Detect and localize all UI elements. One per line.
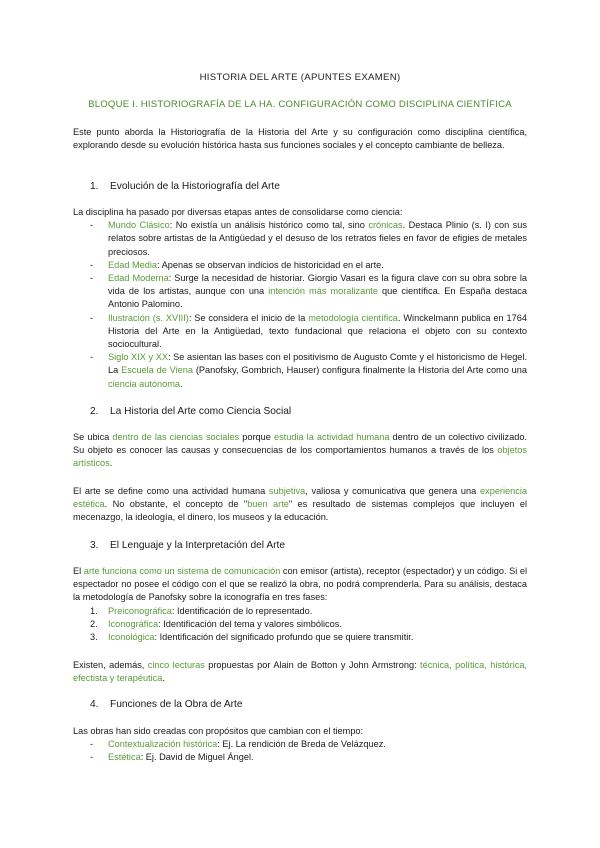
section-2-paragraph-1: Se ubica dentro de las ciencias sociales porque estudia la actividad humana dentro de un colectivo civilizado. Su objeto es conocer las causas y consecuencias de los comportamientos humanos a través de los objetos artísticos. xyxy=(73,432,527,469)
evolution-list xyxy=(73,219,527,391)
section-3-paragraph-2: Existen, además, cinco lecturas propuestas por Alain de Botton y John Armstrong: técnica, política, histórica, efectista y terapéutica. xyxy=(73,660,527,684)
list-item: - Contextualización histórica: Ej. La rendición de Breda de Velázquez. xyxy=(90,739,386,750)
section-2-paragraph-2: El arte se define como una actividad humana subjetiva, valiosa y comunicativa que genera una experiencia estética. No obstante, el concepto de "buen arte" es resultado de sistemas complejos que incluyen el mecenazgo, la ideología, el dinero, los museos y la educación. xyxy=(73,486,527,523)
section-number: 2. xyxy=(90,406,99,417)
list-item: - Edad Moderna: Surge la necesidad de historiar. Giorgio Vasari es la figura clave con su obra sobre la vida de los artistas, aunque con una intención más moralizante que científica. En España destaca Antonio Palomino. xyxy=(90,273,527,310)
list-item: 2. Iconográfica: Identificación del tema y valores simbólicos. xyxy=(90,618,342,629)
list-item: - Siglo XIX y XX: Se asientan las bases con el positivismo de Augusto Comte y el historicismo de Hegel. La Escuela de Viena (Panofsky, Gombrich, Hauser) configura finalmente la Historia del Arte como una ciencia autónoma. xyxy=(90,352,528,389)
list-item: - Mundo Clásico: No existía un análisis histórico como tal, sino crónicas. Destaca Plinio (s. I) con sus relatos sobre artistas de la Antigüedad y el desuso de los retratos fieles en favor de efigies de metales preciosos. xyxy=(90,220,527,257)
section-heading-4 xyxy=(73,698,527,711)
section-heading-1 xyxy=(73,180,527,193)
intro-text: Este punto aborda la Historiografía de la Historia del Arte y su configuración como disciplina científica, explorando desde su evolución histórica hasta sus funciones sociales y el concepto cambiante de belleza. xyxy=(73,127,527,151)
list-item: - Edad Media: Apenas se observan indicios de historicidad en el arte. xyxy=(90,259,384,270)
functions-list xyxy=(73,738,527,764)
section-4-lead: Las obras han sido creadas con propósitos que cambian con el tiempo: xyxy=(73,726,364,736)
block-subtitle: BLOQUE I. HISTORIOGRAFÍA DE LA HA. CONFIGURACIÓN COMO DISCIPLINA CIENTÍFICA xyxy=(88,99,512,110)
iconography-phases xyxy=(73,605,527,645)
section-title: El Lenguaje y la Interpretación del Arte xyxy=(110,540,285,551)
document-title: HISTORIA DEL ARTE (APUNTES EXAMEN) xyxy=(199,72,401,83)
list-item: 1. Preiconográfica: Identificación de lo representado. xyxy=(90,605,313,616)
section-3-body: El arte funciona como un sistema de comunicación con emisor (artista), receptor (espectador) y un código. Si el espectador no posee el código con el que se realizó la obra, no podrá comprenderla. Para su análisis, destaca la metodología de Panofsky sobre la iconografía en tres fases: 1. Preiconográfica: Identificación de lo representado. 2. Iconográfica: Identificación del tema y valores simbólicos. 3. Iconológica: Identificación del significado profundo que se quiere transmitir. xyxy=(73,565,527,644)
section-title: La Historia del Arte como Ciencia Social xyxy=(110,406,292,417)
intro-paragraph xyxy=(73,126,527,152)
section-1-lead: La disciplina ha pasado por diversas etapas antes de consolidarse como ciencia: xyxy=(73,207,403,217)
section-title: Evolución de la Historiografía del Arte xyxy=(110,181,280,192)
section-number: 3. xyxy=(90,540,99,551)
section-1-body xyxy=(73,206,527,391)
section-heading-3 xyxy=(73,539,527,552)
list-item: - Estética: Ej. David de Miguel Ángel. xyxy=(90,752,254,763)
list-item: 3. Iconológica: Identificación del significado profundo que se quiere transmitir. xyxy=(90,632,414,643)
list-item: - Ilustración (s. XVIII): Se considera el inicio de la metodología científica. Winckelmann publica en 1764 Historia del Arte en la Antigüedad, texto fundacional que relaciona el objeto con su contexto sociocultural. xyxy=(90,312,527,350)
section-title: Funciones de la Obra de Arte xyxy=(110,699,243,710)
section-number: 1. xyxy=(90,181,99,192)
section-number: 4. xyxy=(90,699,99,710)
section-heading-2 xyxy=(73,405,527,418)
section-4-body xyxy=(73,725,527,765)
